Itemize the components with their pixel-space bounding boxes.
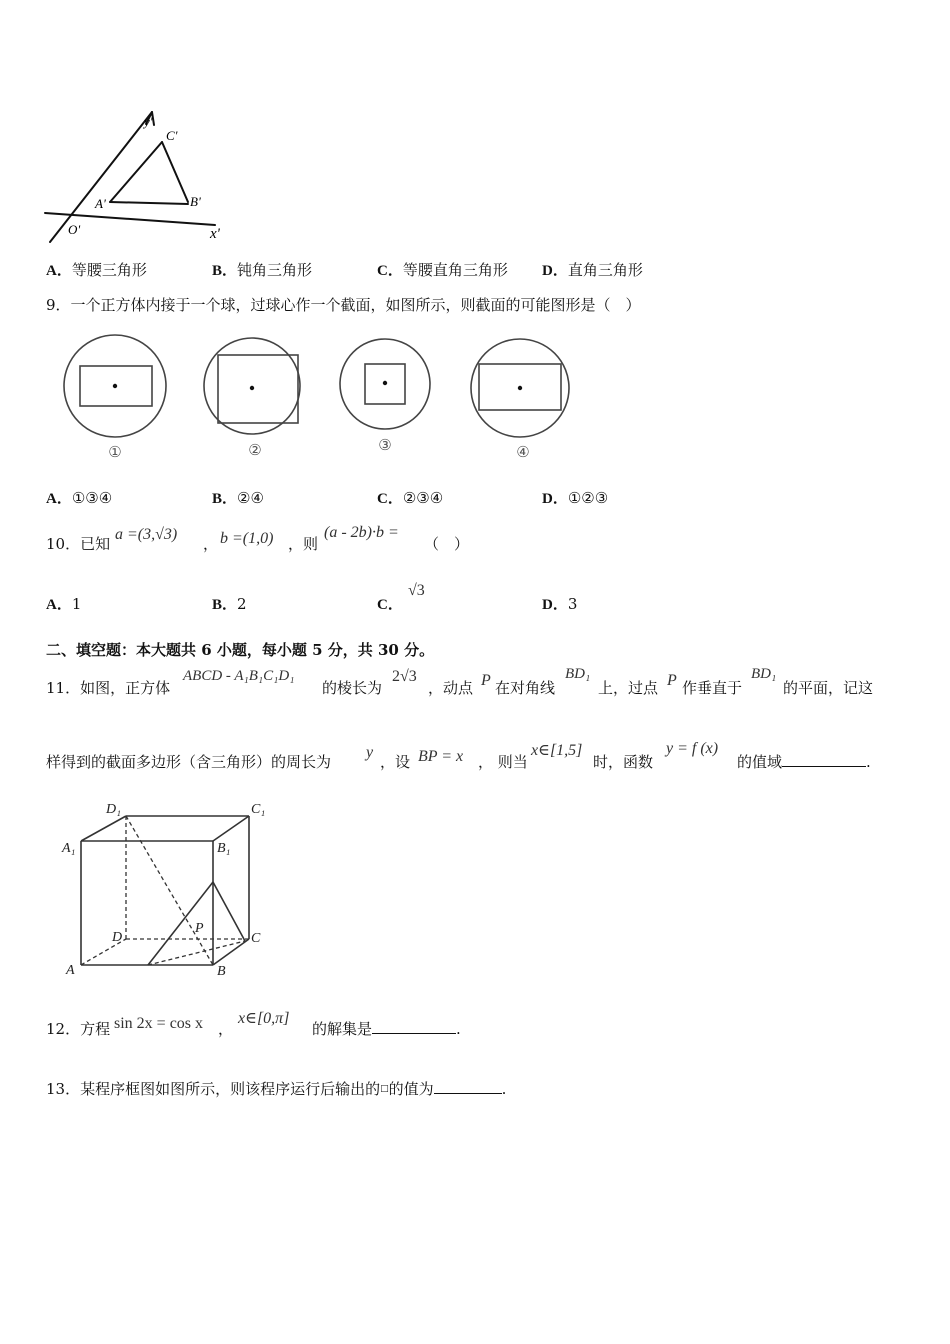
edge-b1-c1 — [213, 816, 249, 841]
period: . — [501, 1080, 507, 1098]
question-number: 9． — [46, 296, 71, 314]
q11-text: 作垂直于 — [682, 679, 743, 697]
q10-option-c[interactable] — [377, 594, 403, 615]
q11-point-p: P — [667, 672, 677, 689]
q9-option-d[interactable] — [542, 488, 608, 509]
section-edge — [213, 882, 245, 941]
q11-edge-length: 2√3 — [392, 668, 417, 685]
triangle-oblique-figure — [40, 100, 240, 250]
cube-figure — [60, 796, 280, 986]
q8-option-d[interactable] — [542, 260, 643, 281]
q11-diagonal: BD₁ — [565, 666, 591, 682]
q9-option-b[interactable] — [212, 488, 264, 509]
answer-blank[interactable] — [782, 752, 866, 767]
option-label: B． — [212, 597, 238, 613]
vertex-b: B — [217, 964, 226, 979]
question-text: 一个正方体内接于一个球，过球心作一个截面，如图所示，则截面的可能图形是（ ） — [70, 296, 641, 314]
option-text: 2 — [237, 595, 247, 613]
q11-text: ，动点 — [428, 679, 474, 697]
answer-blank[interactable] — [434, 1079, 502, 1094]
label-a: A' — [95, 196, 106, 211]
q12-sep: ， — [218, 1020, 234, 1038]
option-label: B． — [212, 263, 238, 279]
q9-option-c[interactable] — [377, 488, 443, 509]
side-ab — [110, 202, 188, 204]
section-2-rect — [218, 355, 298, 423]
q11-bp-equation: BP = x — [418, 748, 464, 765]
option-label: B． — [212, 491, 238, 507]
q11-x-range: x∈[1,5] — [531, 742, 583, 759]
q11-cube-name: ABCD - A₁B₁C₁D₁ — [183, 668, 295, 684]
option-text: 1 — [71, 595, 82, 613]
center-dot — [113, 384, 117, 388]
q11-stem-start — [46, 678, 170, 698]
question-number: 10． — [46, 535, 81, 553]
option-label: D． — [542, 263, 568, 279]
option-label: A． — [46, 597, 72, 613]
option-label: A． — [46, 491, 72, 507]
q11-text: 的棱长为 — [322, 679, 383, 697]
q11-text: 样得到的截面多边形（含三角形）的周长为 — [46, 753, 332, 771]
vertex-b1: B₁ — [217, 841, 231, 856]
question-text: 某程序框图如图所示，则该程序运行后输出的 — [80, 1080, 381, 1098]
option-text: ②④ — [237, 489, 264, 507]
option-label: D． — [542, 597, 568, 613]
q8-option-a[interactable] — [46, 260, 147, 281]
q11-function: y = f (x) — [666, 740, 719, 757]
q10-option-c-value: √3 — [408, 582, 425, 599]
center-dot — [250, 386, 254, 390]
vertex-a1: A₁ — [62, 841, 76, 856]
vertex-c: C — [251, 931, 261, 946]
q10-stem — [46, 534, 110, 554]
option-text: ①②③ — [567, 489, 609, 507]
option-label: A． — [46, 263, 72, 279]
y-axis — [50, 112, 152, 242]
option-text: 等腰三角形 — [71, 261, 147, 279]
edge-a1-d1 — [81, 816, 126, 841]
vertex-d: D — [112, 930, 123, 945]
q10-vector-b: b =(1,0) — [220, 530, 274, 547]
option-text: 3 — [567, 595, 578, 613]
section-1-label: ① — [108, 443, 122, 461]
side-ac — [110, 142, 162, 202]
vertex-d1: D₁ — [106, 802, 121, 817]
label-y: y' — [144, 114, 153, 129]
q11-text: 时，函数 — [593, 753, 654, 771]
q8-option-c[interactable] — [377, 260, 508, 281]
q11-diagonal: BD₁ — [751, 666, 777, 682]
question-number: 13． — [46, 1080, 81, 1098]
option-text: 直角三角形 — [567, 261, 643, 279]
option-text: ②③④ — [402, 489, 444, 507]
question-text: 已知 — [80, 535, 111, 553]
option-text: 等腰直角三角形 — [402, 261, 508, 279]
option-text: ①③④ — [71, 489, 113, 507]
diagonal-bd1 — [126, 816, 213, 965]
question-text: 方程 — [80, 1020, 111, 1038]
label-o: O' — [68, 222, 81, 237]
q11-text: 在对角线 — [495, 679, 556, 697]
section-3-label: ③ — [378, 436, 392, 454]
sphere-cross-sections-figure — [55, 328, 585, 468]
q10-sep: ， — [203, 535, 219, 553]
q9-stem — [46, 295, 641, 315]
q9-option-a[interactable] — [46, 488, 112, 509]
q8-option-b[interactable] — [212, 260, 312, 281]
answer-blank[interactable] — [372, 1019, 456, 1034]
question-text: 的解集是 — [312, 1020, 373, 1038]
option-text: 钝角三角形 — [237, 261, 313, 279]
side-cb — [162, 142, 188, 202]
q10-text: ，则 — [288, 535, 319, 553]
q10-vector-a: a =(3,√3) — [115, 526, 178, 543]
q11-text — [737, 752, 871, 772]
center-dot — [383, 381, 387, 385]
option-label: C． — [377, 491, 403, 507]
q12-stem — [46, 1019, 110, 1039]
edge-b-c — [213, 939, 249, 965]
option-label: C． — [377, 263, 403, 279]
q11-text: 上，过点 — [598, 679, 659, 697]
q12-equation: sin 2x = cos x — [114, 1015, 204, 1032]
q11-text: ， 则当 — [478, 753, 528, 771]
q11-point-p: P — [481, 672, 491, 689]
question-text: 如图，正方体 — [80, 679, 171, 697]
q11-text: ，设 — [380, 753, 411, 771]
q10-option-b[interactable] — [212, 594, 247, 615]
label-c: C' — [166, 128, 178, 143]
question-number: 12． — [46, 1020, 81, 1038]
period: . — [456, 1020, 461, 1038]
question-number: 11． — [46, 679, 81, 697]
q10-answer-paren: （ ） — [424, 535, 470, 553]
q10-expression: (a - 2b)·b = — [324, 524, 399, 541]
label-x: x' — [210, 226, 220, 242]
section-2-label: ② — [248, 441, 262, 459]
section-4-label: ④ — [516, 443, 530, 461]
q10-option-d[interactable] — [542, 594, 577, 615]
point-p: P — [195, 921, 204, 936]
label-b: B' — [190, 194, 201, 209]
section-heading: 二、填空题：本大题共 6 小题，每小题 5 分，共 30 分。 — [46, 641, 435, 659]
center-dot — [518, 386, 522, 390]
question-text: 的值域 — [737, 753, 783, 771]
q11-perimeter-y: y — [366, 744, 374, 761]
option-label: C． — [377, 597, 403, 613]
output-variable-symbol: □ — [380, 1084, 389, 1094]
period: . — [866, 753, 871, 771]
q12-text — [312, 1019, 461, 1039]
option-label: D． — [542, 491, 568, 507]
q13-stem — [46, 1079, 506, 1099]
question-text: 的值为 — [388, 1080, 434, 1098]
q11-text: 的平面，记这 — [783, 679, 874, 697]
q12-x-range: x∈[0,π] — [238, 1010, 290, 1027]
vertex-a: A — [66, 963, 75, 978]
q10-option-a[interactable] — [46, 594, 81, 615]
vertex-c1: C₁ — [251, 802, 266, 817]
